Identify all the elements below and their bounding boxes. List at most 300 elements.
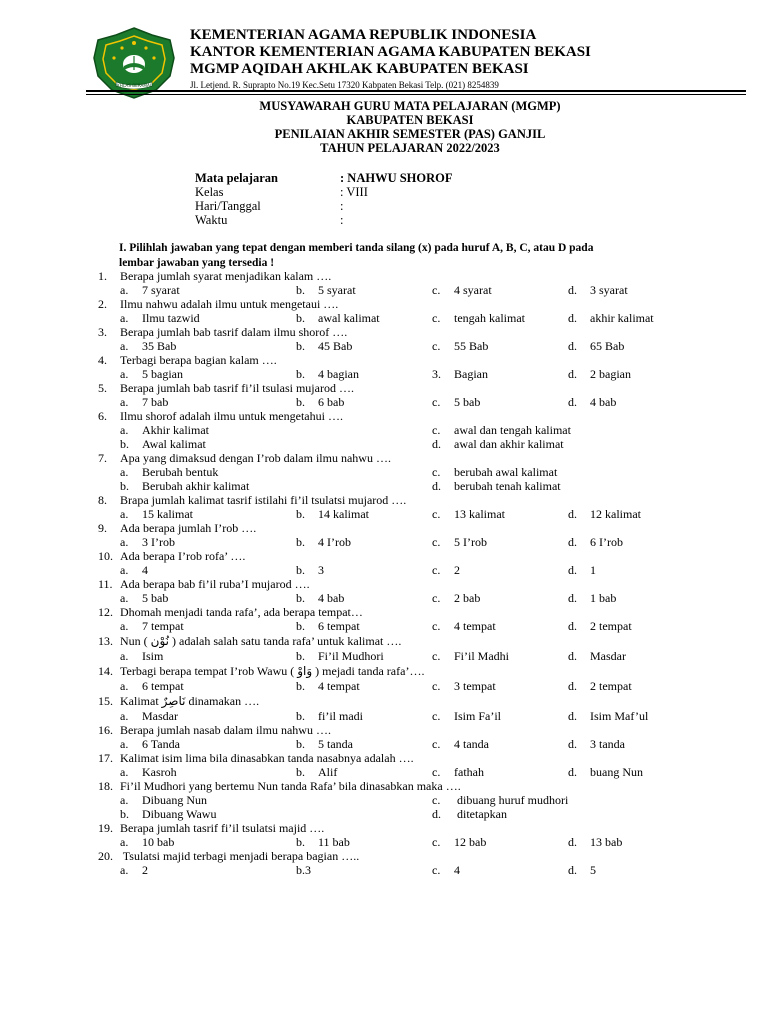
question-number: 2. (98, 297, 107, 311)
answer-option (120, 437, 206, 451)
option-text: 6 tempat (142, 679, 184, 693)
option-text: 7 tempat (142, 619, 184, 633)
option-letter: d. (568, 709, 577, 723)
option-text: 4 bab (318, 591, 345, 605)
answer-option (432, 863, 460, 877)
answer-option (568, 395, 616, 409)
option-text: 4 bagian (318, 367, 359, 381)
option-letter: d. (568, 835, 577, 849)
answer-option (432, 395, 480, 409)
exam-info (195, 171, 453, 227)
answer-option (296, 649, 384, 663)
info-value: : (340, 199, 344, 213)
question-text: Dhomah menjadi tanda rafa’, ada berapa tempat… (120, 605, 363, 619)
question-text: Ada berapa bab fi’il ruba’I mujarod …. (120, 577, 310, 591)
question-8 (98, 493, 758, 507)
option-letter: d. (568, 367, 577, 381)
question-text: Apa yang dimaksud dengan I’rob dalam ilmu nahwu …. (120, 451, 391, 465)
option-text: Isim (142, 649, 164, 663)
info-time (195, 213, 453, 227)
question-5 (98, 381, 758, 395)
answer-option (296, 311, 380, 325)
option-letter: a. (120, 535, 129, 549)
answer-option (432, 283, 492, 297)
info-label: Waktu (195, 213, 228, 227)
answer-option (120, 507, 193, 521)
instruction (119, 241, 719, 271)
option-text: 5 bab (454, 395, 481, 409)
question-list (98, 269, 758, 877)
option-letter: a. (120, 793, 129, 807)
option-text: 5 (590, 863, 596, 877)
option-text: Dibuang Nun (142, 793, 207, 807)
option-letter: b. (296, 737, 305, 751)
option-text: awal dan tengah kalimat (454, 423, 571, 437)
answer-option (568, 835, 622, 849)
question-text: Berapa jumlah syarat menjadikan kalam …. (120, 269, 332, 283)
question-number: 10. (98, 549, 113, 563)
answer-option (432, 619, 496, 633)
options-row (98, 339, 758, 353)
options-row (98, 283, 758, 297)
option-text: Dibuang Wawu (142, 807, 217, 821)
answer-option (568, 283, 628, 297)
option-letter: a. (120, 863, 129, 877)
answer-option (568, 863, 596, 877)
answer-option (568, 591, 616, 605)
option-text: 10 bab (142, 835, 175, 849)
question-number: 8. (98, 493, 107, 507)
info-date (195, 199, 453, 213)
answer-option (432, 679, 496, 693)
option-text: buang Nun (590, 765, 643, 779)
options-row (98, 311, 758, 325)
option-text: Bagian (454, 367, 488, 381)
question-16 (98, 723, 758, 737)
option-letter: d. (568, 535, 577, 549)
option-text: 45 Bab (318, 339, 353, 353)
options-row (98, 395, 758, 409)
option-letter: d. (568, 679, 577, 693)
answer-option (568, 535, 623, 549)
options-row (98, 437, 758, 451)
options-row (98, 807, 758, 821)
option-text: 3 I’rob (142, 535, 175, 549)
question-number: 16. (98, 723, 113, 737)
option-letter: c. (432, 679, 441, 693)
option-text: 65 Bab (590, 339, 625, 353)
option-letter: d. (568, 619, 577, 633)
options-row (98, 479, 758, 493)
mgmp-name: MGMP AQIDAH AKHLAK KABUPATEN BEKASI (190, 61, 529, 77)
option-letter: b. (120, 437, 129, 451)
option-letter: c. (432, 395, 441, 409)
option-letter: 3. (432, 367, 441, 381)
answer-option (432, 591, 480, 605)
option-text: 6 tempat (318, 619, 360, 633)
option-letter: c. (432, 649, 441, 663)
option-letter: a. (120, 679, 129, 693)
info-value: : NAHWU SHOROF (340, 171, 453, 185)
answer-option (568, 709, 648, 723)
answer-option (296, 709, 363, 723)
option-letter: b. (296, 283, 305, 297)
option-text: Alif (318, 765, 338, 779)
answer-option (296, 563, 324, 577)
question-text: Terbagi berapa tempat I’rob Wawu ( (120, 664, 298, 678)
answer-option (568, 339, 624, 353)
option-letter: a. (120, 709, 129, 723)
option-text: 4 syarat (454, 283, 492, 297)
option-letter: a. (120, 339, 129, 353)
option-text: 3 tanda (590, 737, 625, 751)
question-number: 14. (98, 664, 113, 678)
option-letter: c. (432, 619, 441, 633)
option-letter: d. (432, 437, 441, 451)
answer-option (432, 807, 507, 821)
option-text: 5 tanda (318, 737, 353, 751)
question-text: Kalimat isim lima bila dinasabkan tanda nasabnya adalah …. (120, 751, 414, 765)
options-row (98, 835, 758, 849)
option-text: 3 syarat (590, 283, 628, 297)
option-letter: b. (296, 835, 305, 849)
option-text: Isim Fa’il (454, 709, 501, 723)
answer-option (296, 737, 353, 751)
instruction-line: I. Pilihlah jawaban yang tepat dengan memberi tanda silang (x) pada huruf A, B, C, atau D pada (119, 242, 594, 254)
question-text: Ada berapa jumlah I’rob …. (120, 521, 257, 535)
question-number: 6. (98, 409, 107, 423)
options-row (98, 649, 758, 663)
arabic-word: نَاصِرٌ (161, 694, 186, 708)
options-row (98, 793, 758, 807)
answer-option (120, 283, 180, 297)
option-letter: d. (568, 765, 577, 779)
option-letter: b. (296, 649, 305, 663)
option-letter: a. (120, 283, 129, 297)
option-letter: c. (432, 507, 441, 521)
option-letter: c. (432, 535, 441, 549)
options-row (98, 465, 758, 479)
question-text: Tsulatsi majid terbagi menjadi berapa bagian ….. (120, 849, 360, 863)
option-text: 5 bagian (142, 367, 183, 381)
option-text: 6 I’rob (590, 535, 623, 549)
answer-option (296, 535, 351, 549)
question-17 (98, 751, 758, 765)
options-row (98, 709, 758, 723)
answer-option (296, 339, 352, 353)
answer-option (120, 465, 218, 479)
answer-option (568, 765, 643, 779)
answer-option (120, 649, 163, 663)
option-letter: c. (432, 793, 441, 807)
option-letter: d. (568, 563, 577, 577)
option-text: 15 kalimat (142, 507, 193, 521)
answer-option (120, 311, 200, 325)
option-text: ditetapkan (454, 807, 507, 821)
answer-option (432, 479, 561, 493)
option-text: 55 Bab (454, 339, 489, 353)
question-text: Berapa jumlah bab tasrif dalam ilmu shorof …. (120, 325, 348, 339)
option-text: 4 (142, 563, 148, 577)
option-letter: a. (120, 423, 129, 437)
option-letter: b. (120, 479, 129, 493)
options-row (98, 563, 758, 577)
question-text: Ilmu shorof adalah ilmu untuk mengetahui …. (120, 409, 343, 423)
answer-option (432, 709, 501, 723)
info-value: : VIII (340, 185, 368, 199)
answer-option (120, 679, 184, 693)
option-text: awal kalimat (318, 311, 380, 325)
option-text: akhir kalimat (590, 311, 654, 325)
option-text: fathah (454, 765, 484, 779)
options-row (98, 367, 758, 381)
option-text: 7 syarat (142, 283, 180, 297)
question-text: Ilmu nahwu adalah ilmu untuk mengetaui …. (120, 297, 339, 311)
option-letter: c. (432, 835, 441, 849)
question-text: Berapa jumlah nasab dalam ilmu nahwu …. (120, 723, 331, 737)
question-number: 12. (98, 605, 113, 619)
question-number: 11. (98, 577, 113, 591)
option-letter: b. (120, 807, 129, 821)
question-text: Kalimat (120, 694, 162, 708)
option-text: 2 (454, 563, 460, 577)
ministry-logo (86, 26, 182, 100)
option-text: awal dan akhir kalimat (454, 437, 564, 451)
question-2 (98, 297, 758, 311)
answer-option (432, 535, 487, 549)
question-text: dinamakan …. (185, 694, 260, 708)
option-letter: a. (120, 649, 129, 663)
option-text: 2 bab (454, 591, 481, 605)
answer-option (120, 835, 174, 849)
question-text: Berapa jumlah tasrif fi’il tsulatsi majid …. (120, 821, 325, 835)
arabic-word: نُوْن (150, 634, 170, 648)
option-text: 11 bab (318, 835, 350, 849)
option-text: Isim Maf’ul (590, 709, 649, 723)
question-18 (98, 779, 758, 793)
question-number: 15. (98, 694, 113, 708)
answer-option (296, 619, 360, 633)
option-text: 12 bab (454, 835, 487, 849)
question-number: 20. (98, 849, 113, 863)
answer-option (432, 507, 505, 521)
option-text: Ilmu tazwid (142, 311, 200, 325)
option-text: fi’il madi (318, 709, 363, 723)
answer-option (120, 863, 148, 877)
answer-option (120, 709, 178, 723)
option-text: Masdar (590, 649, 626, 663)
exam-title-line: KABUPATEN BEKASI (346, 113, 474, 127)
arabic-word: وَاوْ (297, 664, 313, 678)
option-letter: d. (568, 339, 577, 353)
ministry-name: KEMENTERIAN AGAMA REPUBLIK INDONESIA (190, 27, 537, 43)
option-text: berubah awal kalimat (454, 465, 558, 479)
answer-option (120, 423, 209, 437)
question-6 (98, 409, 758, 423)
option-text: 35 Bab (142, 339, 177, 353)
answer-option (296, 283, 356, 297)
exam-title-block (150, 99, 670, 155)
option-letter: b. (296, 339, 305, 353)
answer-option (120, 591, 168, 605)
option-letter: d. (568, 591, 577, 605)
option-letter: d. (568, 283, 577, 297)
option-text: 4 I’rob (318, 535, 351, 549)
option-letter: d. (432, 479, 441, 493)
answer-option (296, 507, 369, 521)
info-label: Kelas (195, 185, 224, 199)
question-1 (98, 269, 758, 283)
option-text: berubah tenah kalimat (454, 479, 561, 493)
option-letter: b.3 (296, 863, 311, 877)
question-number: 18. (98, 779, 113, 793)
option-text: 4 tanda (454, 737, 489, 751)
answer-option (120, 563, 148, 577)
options-row (98, 679, 758, 693)
question-14 (98, 663, 758, 679)
option-text: Fi’il Madhi (454, 649, 510, 663)
option-letter: a. (120, 591, 129, 605)
option-letter: b. (296, 709, 305, 723)
option-text: 5 syarat (318, 283, 356, 297)
question-4 (98, 353, 758, 367)
question-20 (98, 849, 758, 863)
option-letter: d. (568, 395, 577, 409)
answer-option (296, 395, 344, 409)
question-13 (98, 633, 758, 649)
option-text: 5 I’rob (454, 535, 487, 549)
option-letter: c. (432, 709, 441, 723)
office-address: Jl. Letjend. R. Suprapto No.19 Kec.Setu 17320 Kabpaten Bekasi Telp. (021) 8254839 (190, 80, 499, 90)
option-text: 1 bab (590, 591, 617, 605)
answer-option (120, 619, 184, 633)
option-text: 4 tempat (454, 619, 496, 633)
answer-option (120, 765, 177, 779)
answer-option (432, 423, 571, 437)
option-letter: a. (120, 395, 129, 409)
option-letter: a. (120, 465, 129, 479)
option-letter: b. (296, 563, 305, 577)
answer-option (568, 619, 632, 633)
option-letter: b. (296, 619, 305, 633)
info-value: : (340, 213, 344, 227)
office-name: KANTOR KEMENTERIAN AGAMA KABUPATEN BEKASI (190, 44, 591, 60)
option-letter: a. (120, 765, 129, 779)
option-letter: d. (568, 649, 577, 663)
exam-title-line: MUSYAWARAH GURU MATA PELAJARAN (MGMP) (259, 99, 561, 113)
option-letter: c. (432, 563, 441, 577)
letterhead-divider-thin (86, 94, 746, 95)
option-text: Berubah bentuk (142, 465, 219, 479)
question-text: Brapa jumlah kalimat tasrif istilahi fi’il tsulatsi mujarod …. (120, 493, 407, 507)
option-text: Akhir kalimat (142, 423, 209, 437)
option-text: Awal kalimat (142, 437, 206, 451)
option-text: tengah kalimat (454, 311, 525, 325)
instruction-line: lembar jawaban yang tersedia ! (119, 257, 275, 269)
answer-option (432, 437, 564, 451)
question-12 (98, 605, 758, 619)
question-number: 4. (98, 353, 107, 367)
answer-option (432, 737, 489, 751)
option-letter: c. (432, 311, 441, 325)
option-text: 7 bab (142, 395, 169, 409)
info-class (195, 185, 453, 199)
option-text: 2 tempat (590, 679, 632, 693)
option-text: Masdar (142, 709, 178, 723)
option-letter: c. (432, 765, 441, 779)
question-10 (98, 549, 758, 563)
option-letter: d. (568, 737, 577, 751)
option-letter: b. (296, 591, 305, 605)
question-text: ) mejadi tanda rafa’…. (312, 664, 425, 678)
info-label: Hari/Tanggal (195, 199, 261, 213)
option-letter: d. (568, 507, 577, 521)
answer-option (432, 339, 488, 353)
option-text: Kasroh (142, 765, 177, 779)
question-text: Nun ( (120, 634, 151, 648)
options-row (98, 535, 758, 549)
question-text: Terbagi berapa bagian kalam …. (120, 353, 277, 367)
option-letter: d. (568, 863, 577, 877)
answer-option (120, 535, 175, 549)
answer-option (296, 367, 359, 381)
option-letter: c. (432, 591, 441, 605)
answer-option (568, 563, 596, 577)
question-number: 7. (98, 451, 107, 465)
answer-option (568, 679, 632, 693)
option-letter: a. (120, 563, 129, 577)
answer-option (432, 835, 486, 849)
question-text: Ada berapa I’rob rofa’ …. (120, 549, 246, 563)
option-text: 6 Tanda (142, 737, 180, 751)
option-letter: c. (432, 283, 441, 297)
question-9 (98, 521, 758, 535)
option-text: 5 bab (142, 591, 169, 605)
option-letter: b. (296, 311, 305, 325)
option-letter: d. (568, 311, 577, 325)
answer-option (432, 465, 557, 479)
answer-option (432, 367, 488, 381)
answer-option (296, 591, 344, 605)
answer-option (120, 395, 168, 409)
question-text: Fi’il Mudhori yang bertemu Nun tanda Rafa’ bila dinasabkan maka …. (120, 779, 461, 793)
logo-motto: IKHLAS BERAMAL (115, 83, 153, 88)
option-letter: b. (296, 765, 305, 779)
options-row (98, 423, 758, 437)
answer-option (120, 367, 183, 381)
option-letter: c. (432, 339, 441, 353)
option-text: dibuang huruf mudhori (454, 793, 569, 807)
options-row (98, 765, 758, 779)
option-text: 2 tempat (590, 619, 632, 633)
question-number: 19. (98, 821, 113, 835)
options-row (98, 619, 758, 633)
option-letter: b. (296, 395, 305, 409)
option-letter: b. (296, 679, 305, 693)
option-letter: c. (432, 465, 441, 479)
answer-option (432, 649, 509, 663)
option-text: 2 bagian (590, 367, 631, 381)
answer-option (568, 507, 641, 521)
option-letter: c. (432, 863, 441, 877)
answer-option (296, 863, 318, 877)
option-letter: b. (296, 507, 305, 521)
option-text: Berubah akhir kalimat (142, 479, 250, 493)
answer-option (120, 793, 207, 807)
question-number: 1. (98, 269, 107, 283)
option-text: 12 kalimat (590, 507, 641, 521)
answer-option (120, 807, 216, 821)
